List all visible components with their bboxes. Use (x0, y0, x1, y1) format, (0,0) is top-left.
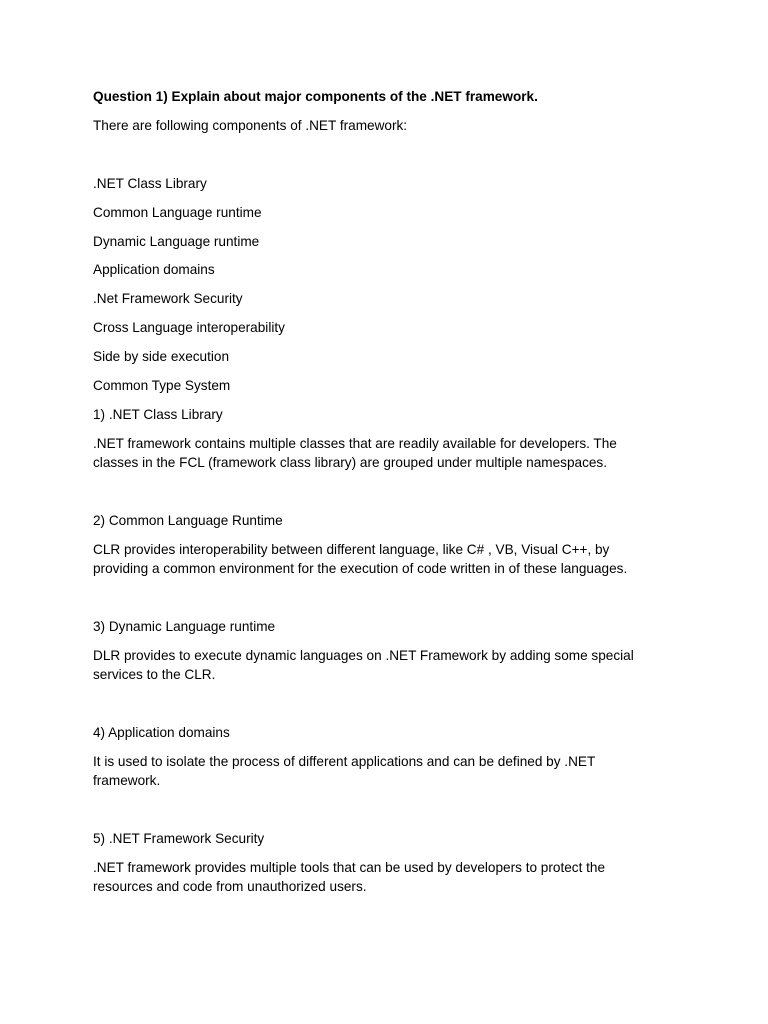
section-text: resources and code from unauthorized users. (93, 879, 367, 894)
component-item: .NET Class Library (93, 176, 207, 191)
section-text: providing a common environment for the execution of code written in of these languages. (93, 561, 628, 576)
section-text: classes in the FCL (framework class library) are grouped under multiple namespaces. (93, 455, 608, 470)
section-heading: 2) Common Language Runtime (93, 513, 283, 528)
section-text: .NET framework contains multiple classes that are readily available for developers. The (93, 436, 617, 451)
question-heading: Question 1) Explain about major components of the .NET framework. (93, 89, 538, 104)
component-item: Cross Language interoperability (93, 320, 285, 335)
section-heading: 1) .NET Class Library (93, 407, 223, 422)
section-text: DLR provides to execute dynamic languages on .NET Framework by adding some special (93, 648, 634, 663)
section-text: framework. (93, 773, 161, 788)
section-text: CLR provides interoperability between different language, like C# , VB, Visual C++, by (93, 542, 610, 557)
component-item: Dynamic Language runtime (93, 234, 260, 249)
section-text: It is used to isolate the process of different applications and can be defined by .NET (93, 754, 596, 769)
component-item: Common Language runtime (93, 205, 262, 220)
component-item: Application domains (93, 262, 215, 277)
section-text: services to the CLR. (93, 667, 216, 682)
section-heading: 3) Dynamic Language runtime (93, 619, 276, 634)
section-heading: 4) Application domains (93, 725, 230, 740)
component-item: Side by side execution (93, 349, 230, 364)
section-heading: 5) .NET Framework Security (93, 831, 265, 846)
component-item: .Net Framework Security (93, 291, 243, 306)
component-item: Common Type System (93, 378, 231, 393)
section-text: .NET framework provides multiple tools that can be used by developers to protect the (93, 860, 606, 875)
intro-text: There are following components of .NET framework: (93, 118, 408, 133)
